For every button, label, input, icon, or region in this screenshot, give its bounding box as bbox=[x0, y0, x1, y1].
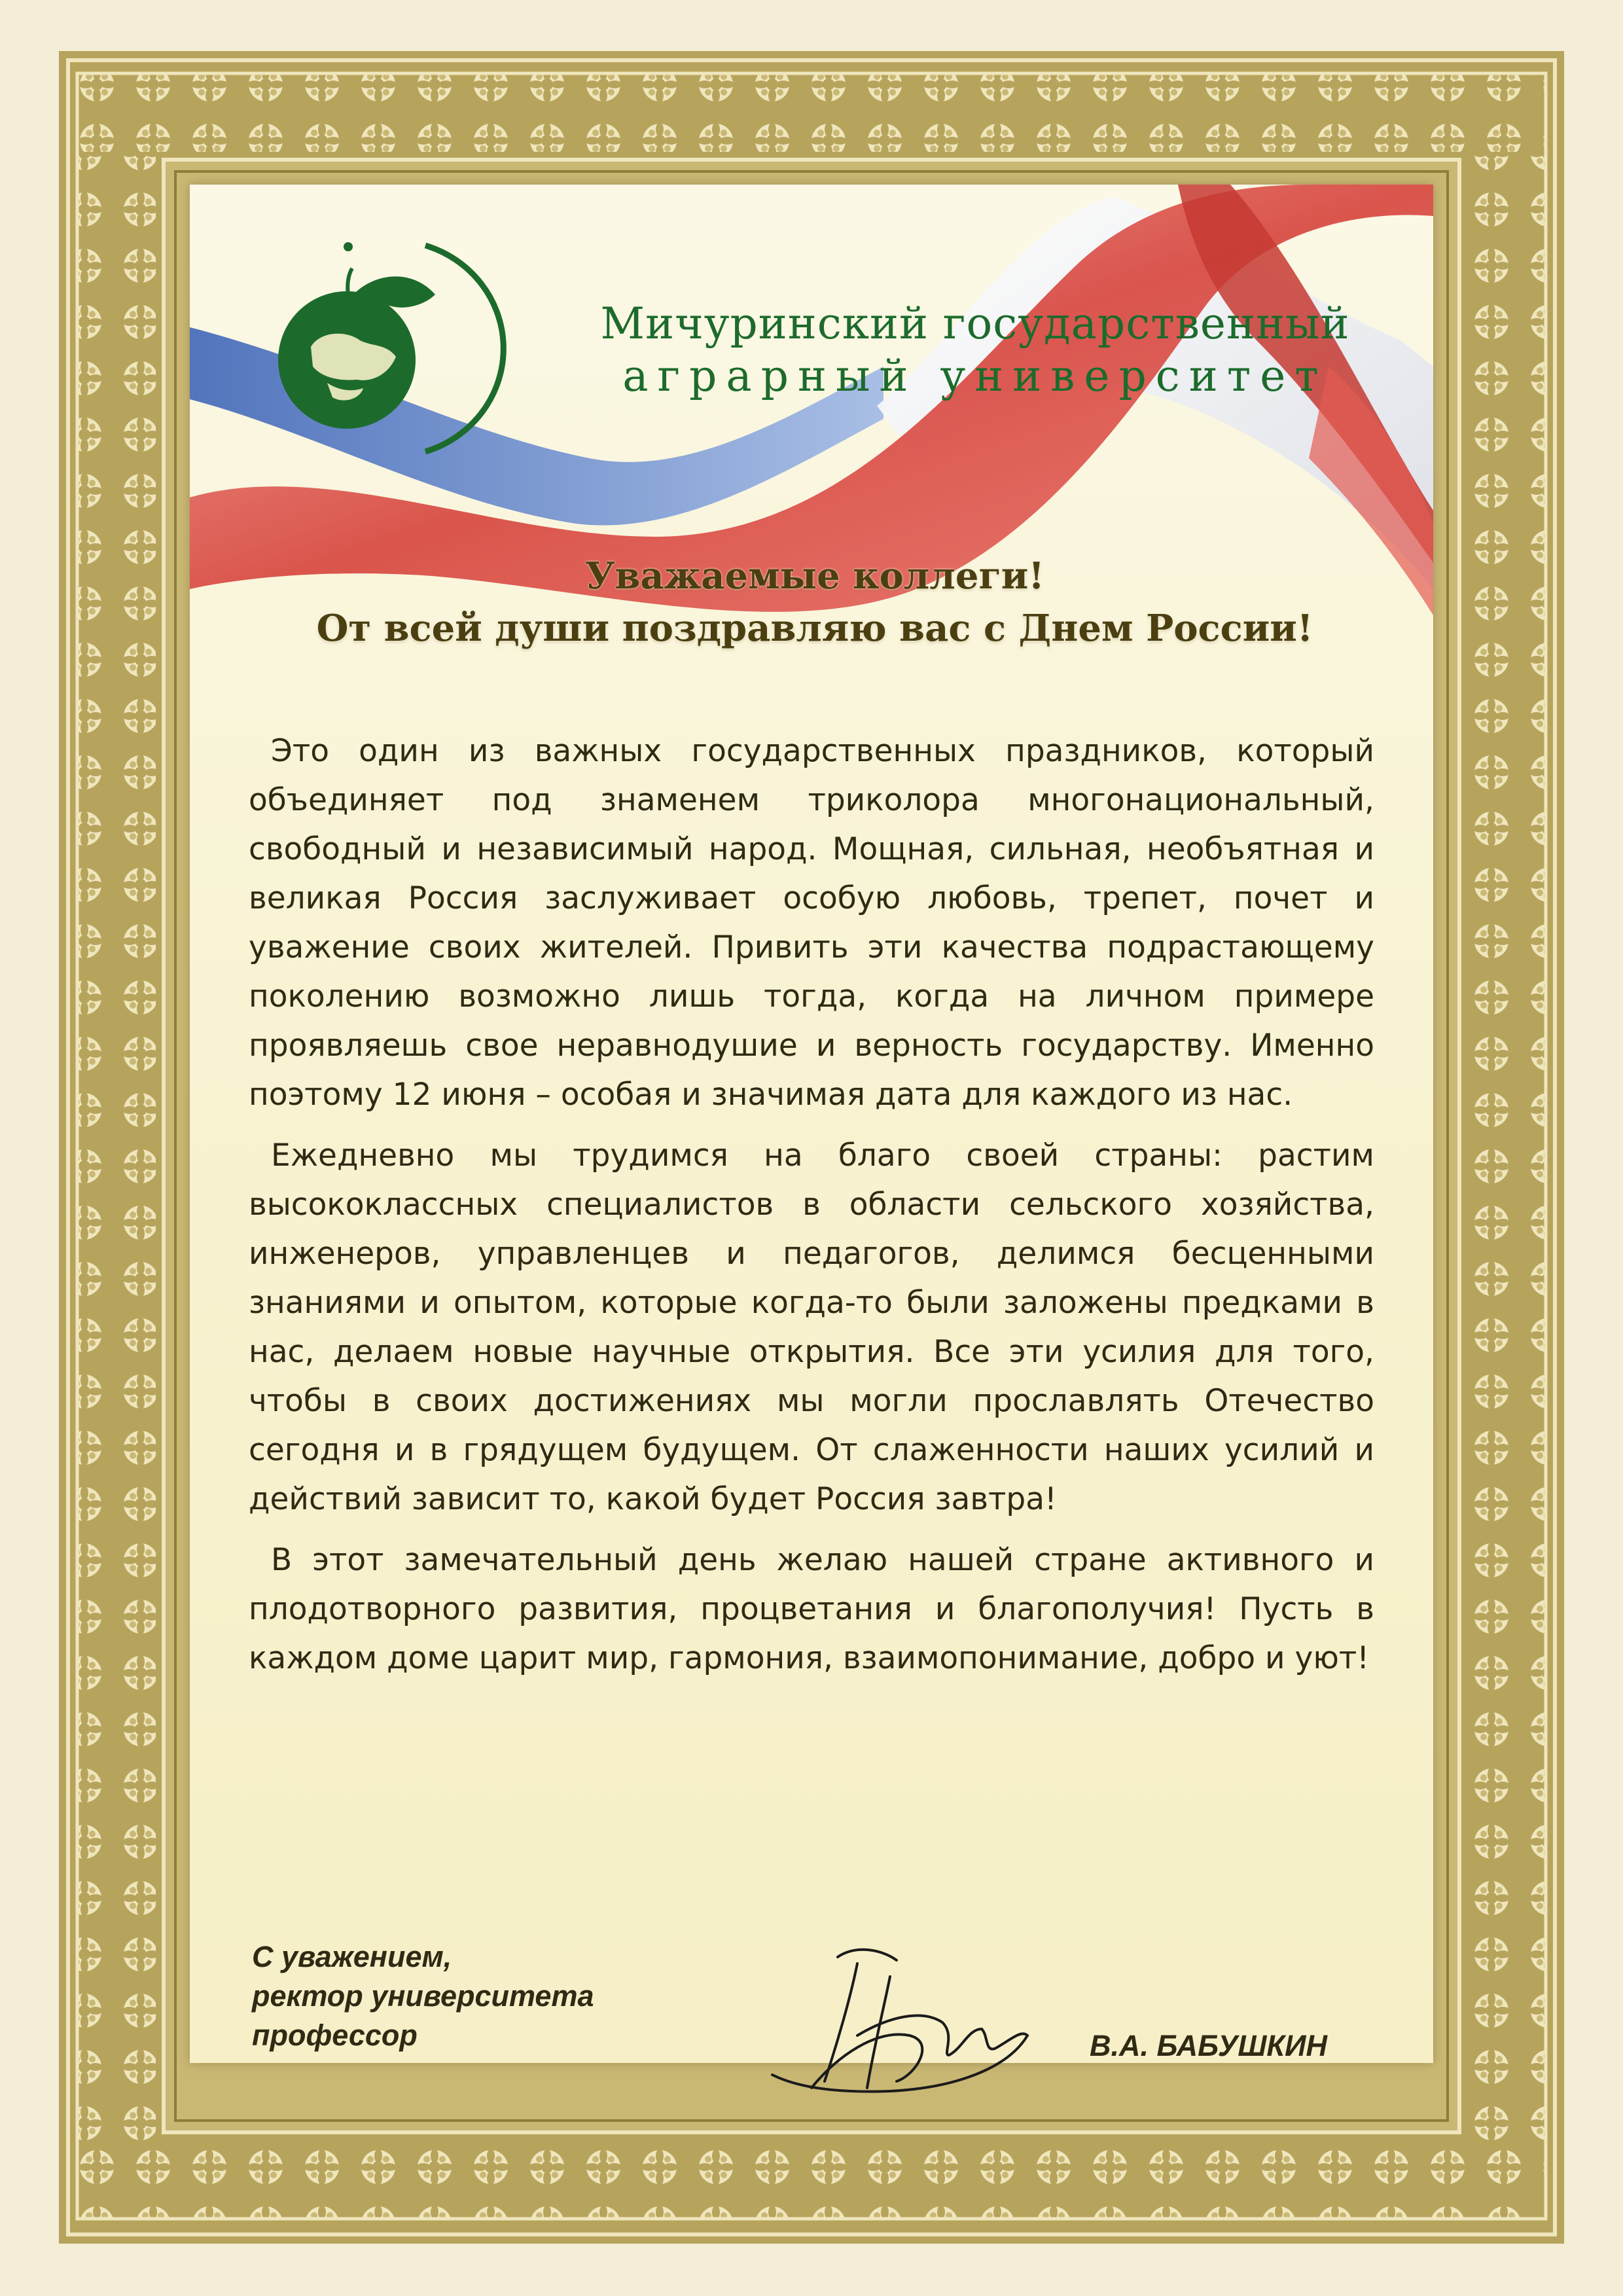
body-paragraph-3: В этот замечательный день желаю нашей стране активного и плодотворного развития, процветания и благополучия! Пусть в каждом доме царит мир, гармония, взаимопонимание, добро и уют! bbox=[249, 1542, 1374, 1676]
greeting-heading bbox=[249, 550, 1381, 655]
closing-regards: С уважением, bbox=[252, 1940, 452, 1973]
letter-body bbox=[249, 726, 1374, 1695]
body-paragraph-2: Ежедневно мы трудимся на благо своей страны: растим высококлассных специалистов в области сельского хозяйства, инженеров, управленцев и педагогов, делимся бесценными знаниями и опытом, которые когда-то были заложены предками в нас, делаем новые научные открытия. Все эти усилия для того, чтобы в своих достижениях мы могли прославлять Отечество сегодня и в грядущем будущем. От слаженности наших усилий и действий зависит то, какой будет Россия завтра! bbox=[249, 1138, 1374, 1517]
signer-name: В.А. БАБУШКИН bbox=[1090, 2029, 1327, 2062]
university-name bbox=[592, 298, 1358, 403]
closing-title: профессор bbox=[252, 2018, 418, 2052]
university-logo bbox=[275, 232, 524, 465]
university-name-line1: Мичуринский государственный bbox=[600, 298, 1350, 349]
greeting-congratulation: От всей души поздравляю вас с Днем России! bbox=[316, 607, 1313, 650]
body-paragraph-1: Это один из важных государственных праздников, который объединяет под знаменем триколора многонациональный, свободный и независимый народ. Мощная, сильная, необъятная и великая Россия заслуживает особую любовь, трепет, почет и уважение своих жителей. Привить эти качества подрастающему поколению возможно лишь тогда, когда на личном примере проявляешь свое неравнодушие и верность государству. Именно поэтому 12 июня – особая и значимая дата для каждого из нас. bbox=[249, 733, 1374, 1113]
closing-position: ректор университета bbox=[252, 1979, 594, 2013]
handwritten-signature bbox=[759, 1937, 1034, 2108]
greeting-salutation: Уважаемые коллеги! bbox=[585, 554, 1044, 598]
university-name-line2: аграрный университет bbox=[622, 351, 1328, 401]
closing-block bbox=[252, 1937, 594, 2055]
